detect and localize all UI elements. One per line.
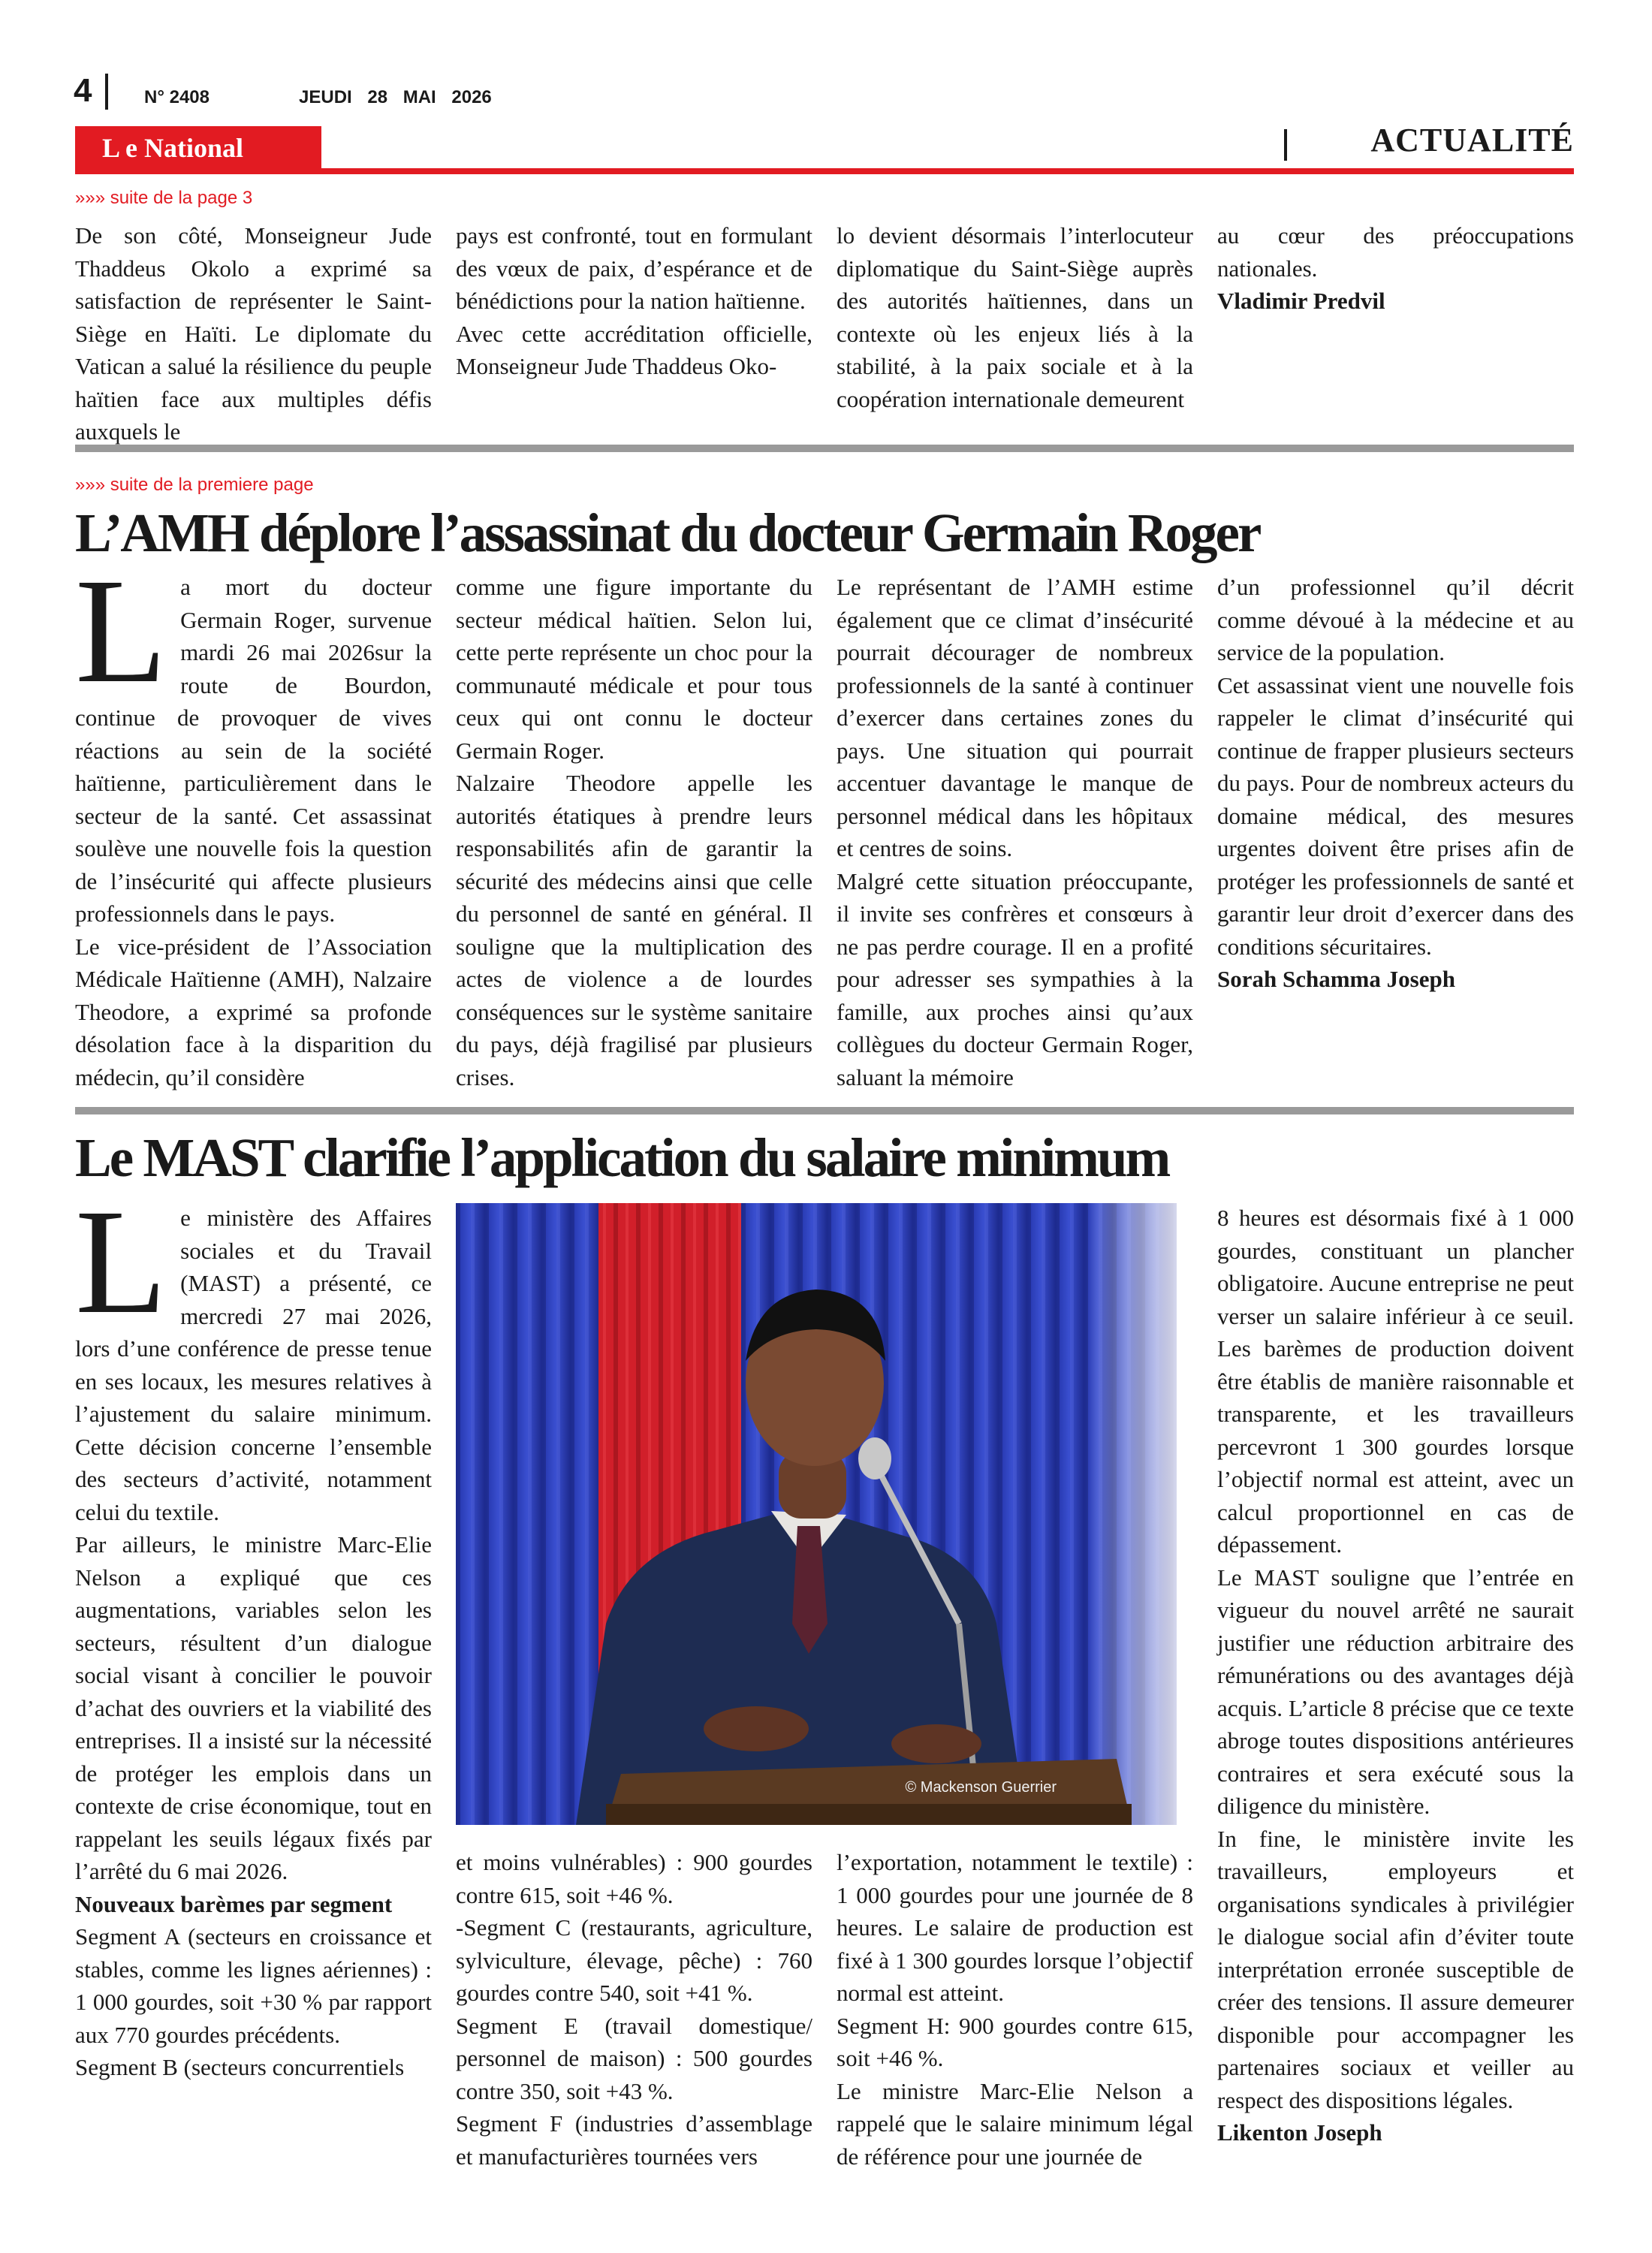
author-byline: Sorah Schamma Joseph	[1217, 966, 1455, 992]
article3-column-3	[837, 1846, 1193, 2173]
continued-from-label: »»» suite de la premiere page	[75, 475, 314, 495]
paragraph: lo devient désormais l’interlocuteur diplomatique du Saint-Siège auprès des autorités haïtiennes, dans un contexte où les enjeux liés à la stabilité, à la paix sociale et à la coopération internationale demeurent	[837, 222, 1193, 412]
paragraph: et moins vulnérables) : 900 gourdes contre 615, soit +46 %.	[456, 1849, 812, 1908]
paragraph: De son côté, Monseigneur Jude Thaddeus Okolo a exprimé sa satisfaction de représenter le Saint-Siège en Haïti. Le diplomate du Vatican a salué la résilience du peuple haïtien face aux multiples défis auxquels le	[75, 222, 432, 445]
article2-headline: L’AMH déplore l’assassinat du docteur Germain Roger	[75, 502, 1260, 563]
header-rule	[75, 168, 1574, 174]
paragraph: Cet assassinat vient une nouvelle fois rappeler le climat d’insécurité qui continue de frapper plusieurs secteurs du pays. Pour de nombreux acteurs du domaine médical, des mesures urgentes doivent être prises afin de protéger les professionnels de santé et garantir leur droit d’exercer dans des conditions sécuritaires.	[1217, 671, 1574, 960]
paragraph: Le MAST souligne que l’entrée en vigueur du nouvel arrêté ne saurait justifier une réduction arbitraire des rémunérations ou des avantages déjà acquis. L’article 8 précise que ce texte abroge toutes dispositions antérieures contraires et sera exécuté sous la diligence du ministère.	[1217, 1564, 1574, 1819]
article1-column-4	[1217, 219, 1574, 318]
article3-column-2	[456, 1846, 812, 2173]
drop-cap: L	[75, 548, 167, 714]
article1-column-1	[75, 219, 432, 448]
issue-number: N° 2408	[144, 87, 210, 107]
minister-at-podium-image	[456, 1203, 1177, 1825]
paragraph: Segment A (secteurs en croissance et stables, comme les lignes aériennes) : 1 000 gourdes, soit +30 % par rapport aux 770 gourdes précédents.	[75, 1923, 432, 2048]
paragraph: Par ailleurs, le ministre Marc-Elie Nelson a expliqué que ces augmentations, variables selon les secteurs, résultent d’un dialogue social visant à concilier le pouvoir d’achat des ouvriers et la viabilité des entreprises. Il a insisté sur la nécessité de protéger les emplois dans un contexte de crise économique, tout en rappelant les seuils légaux fixés par l’arrêté du 6 mai 2026.	[75, 1531, 432, 1884]
subheading: Nouveaux barèmes par segment	[75, 1890, 393, 1917]
paragraph: d’un professionnel qu’il décrit comme dévoué à la médecine et au service de la population.	[1217, 574, 1574, 665]
article3-column-4	[1217, 1202, 1574, 2149]
article1-column-3	[837, 219, 1193, 415]
paragraph: 8 heures est désormais fixé à 1 000 gourdes, constituant un plancher obligatoire. Aucune entreprise ne peut verser un salaire inférieur à ce seuil. Les barèmes de production doivent être établis de manière raisonnable et transparente, et les travailleurs percevront 1 300 gourdes lorsque l’objectif normal est atteint, avec un calcul proportionnel en cas de dépassement.	[1217, 1205, 1574, 1558]
page-number: 4	[74, 72, 92, 109]
photo-credit: © Mackenson Guerrier	[905, 1779, 1057, 1796]
paragraph: Segment F (industries d’assemblage et manufacturières tournées vers	[456, 2110, 812, 2170]
article3-headline: Le MAST clarifie l’application du salaire minimum	[75, 1127, 1169, 1188]
paragraph: In fine, le ministère invite les travailleurs, employeurs et organisations syndicales à privilégier le dialogue social afin d’éviter toute interprétation erronée susceptible de créer des tensions. Il assure demeurer disponible pour accompagner les partenaires sociaux et veiller au respect des dispositions légales.	[1217, 1825, 1574, 2113]
paragraph: Malgré cette situation préoccupante, il invite ses confrères et consœurs à ne pas perdre courage. Il en a profité pour adresser ses sympathies à la famille, aux proches ainsi qu’aux collègues du docteur Germain Roger, saluant la mémoire	[837, 867, 1193, 1090]
paragraph: Avec cette accréditation officielle, Monseigneur Jude Thaddeus Oko-	[456, 320, 812, 379]
drop-cap: L	[75, 1179, 167, 1345]
article2-column-4	[1217, 571, 1574, 996]
author-byline: Vladimir Predvil	[1217, 288, 1385, 314]
paragraph: Le ministre Marc-Elie Nelson a rappelé que le salaire minimum légal de référence pour une journée de	[837, 2077, 1193, 2170]
paragraph: Le ministère des Affaires sociales et du Travail (MAST) a présenté, ce mercredi 27 mai 2026, lors d’une conférence de presse tenue en ses locaux, les mesures relatives à l’ajustement du salaire minimum. Cette décision concerne l’ensemble des secteurs d’activité, notamment celui du textile.	[75, 1179, 432, 1525]
article2-column-2	[456, 571, 812, 1093]
paragraph: comme une figure importante du secteur médical haïtien. Selon lui, cette perte représente un choc pour la communauté médicale et pour tous ceux qui ont connu le docteur Germain Roger.	[456, 574, 812, 764]
article1-column-2	[456, 219, 812, 383]
continued-from-label: »»» suite de la page 3	[75, 188, 253, 208]
newspaper-name: L e National	[102, 133, 244, 163]
article2-column-1	[75, 548, 432, 1093]
paragraph: l’exportation, notamment le textile) : 1 000 gourdes pour une journée de 8 heures. Le salaire de production est fixé à 1 300 gourdes lorsque l’objectif normal est atteint.	[837, 1849, 1193, 2006]
paragraph: Le vice-président de l’Association Médicale Haïtienne (AMH), Nalzaire Theodore, a exprimé sa profonde désolation face à la disparition du médecin, qu’il considère	[75, 933, 432, 1090]
page-number-divider	[105, 74, 108, 110]
paragraph: Segment B (secteurs concurrentiels	[75, 2054, 405, 2080]
section-separator	[75, 445, 1574, 452]
paragraph: pays est confronté, tout en formulant des vœux de paix, d’espérance et de bénédictions pour la nation haïtienne.	[456, 222, 812, 314]
paragraph: Nalzaire Theodore appelle les autorités étatiques à prendre leurs responsabilités afin de garantir la sécurité des médecins ainsi que celle du personnel de santé en général. Il souligne que la multiplication des actes de violence a de lourdes conséquences sur le système sanitaire du pays, déjà fragilisé par plusieurs crises.	[456, 770, 812, 1090]
paragraph: Segment E (travail domestique/ personnel de maison) : 500 gourdes contre 350, soit +43 %.	[456, 2012, 812, 2104]
issue-date: JEUDI 28 MAI 2026	[299, 87, 492, 107]
rubric-divider	[1284, 129, 1287, 161]
article2-column-3	[837, 571, 1193, 1093]
article3-column-1	[75, 1179, 432, 2084]
paragraph: Le représentant de l’AMH estime également que ce climat d’insécurité pourrait décourager de nombreux professionnels de la santé à continuer d’exercer dans certaines zones du pays. Une situation qui pourrait accentuer davantage le manque de personnel médical dans les hôpitaux et centres de soins.	[837, 574, 1193, 861]
section-rubric: ACTUALITÉ	[1370, 122, 1574, 158]
paragraph: La mort du docteur Germain Roger, survenue mardi 26 mai 2026sur la route de Bourdon, continue de provoquer de vives réactions au sein de la société haïtienne, particulièrement dans le secteur de la santé. Cet assassinat soulève une nouvelle fois la question de l’insécurité qui affecte plusieurs professionnels dans le pays.	[75, 548, 432, 927]
author-byline: Likenton Joseph	[1217, 2119, 1382, 2146]
paragraph: -Segment C (restaurants, agriculture, sylviculture, élevage, pêche) : 760 gourdes contre 540, soit +41 %.	[456, 1914, 812, 2006]
paragraph: au cœur des préoccupations nationales.	[1217, 222, 1574, 282]
section-separator	[75, 1107, 1574, 1114]
article-photo	[456, 1203, 1177, 1825]
paragraph: Segment H: 900 gourdes contre 615, soit +46 %.	[837, 2012, 1193, 2071]
